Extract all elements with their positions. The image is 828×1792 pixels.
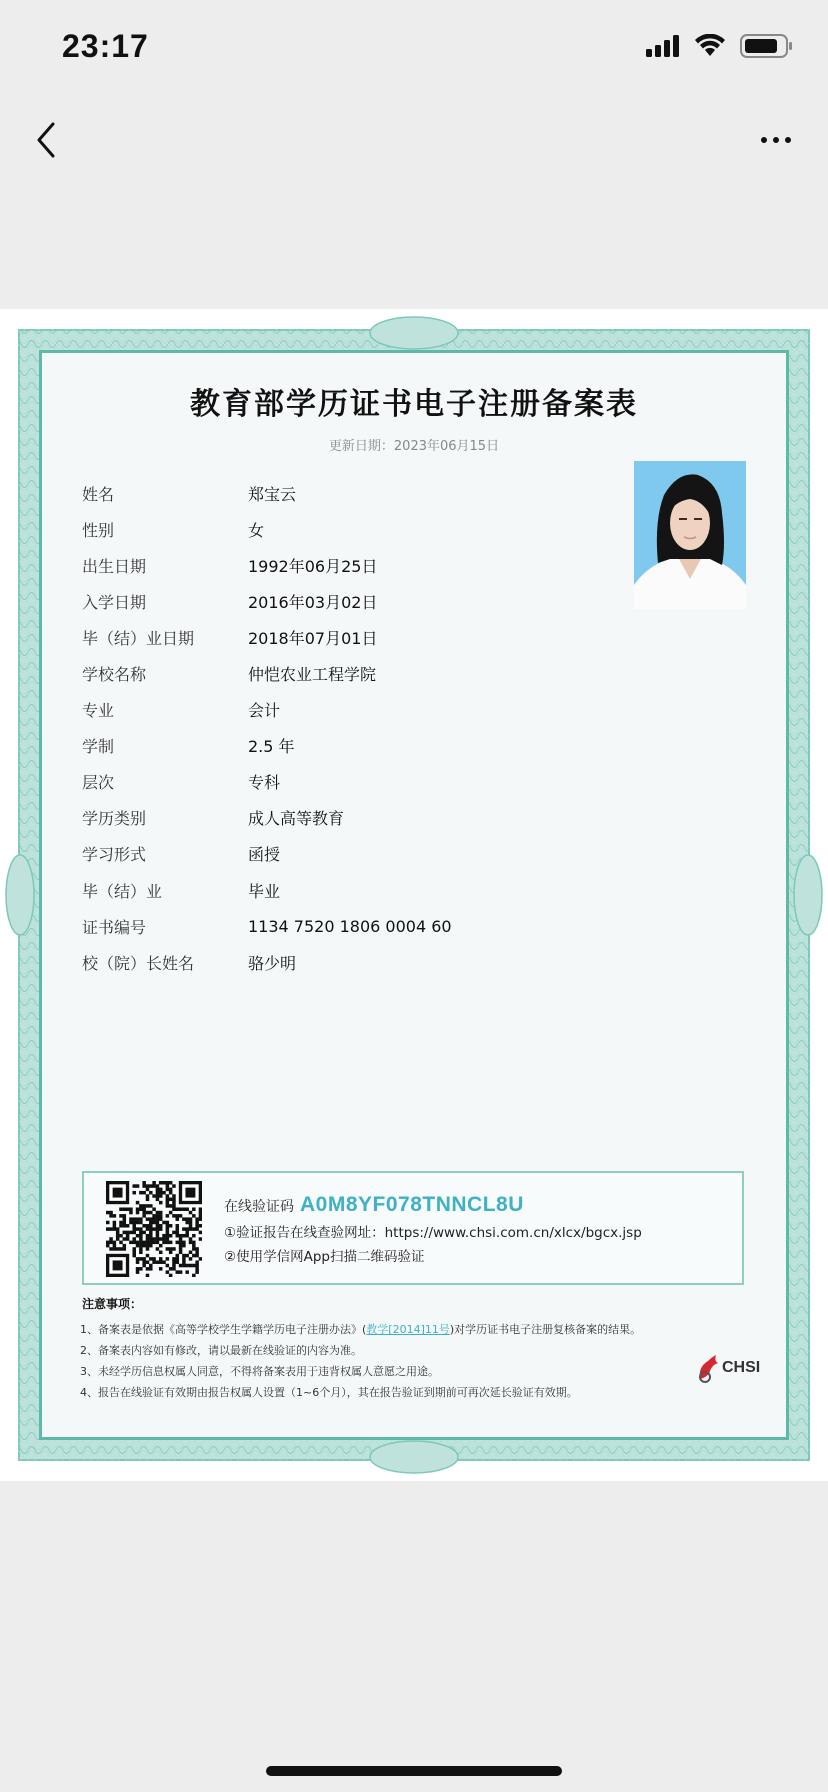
status-icons (646, 34, 794, 58)
note-item: 2、备案表内容如有修改，请以最新在线验证的内容为准。 (80, 1344, 362, 1357)
field-label: 性别 (82, 520, 115, 540)
field-row (82, 511, 602, 547)
regulation-link[interactable]: 教学[2014]11号 (366, 1323, 450, 1336)
back-button[interactable] (26, 118, 66, 162)
verification-code: A0M8YF078TNNCL8U (300, 1193, 524, 1216)
field-row (82, 908, 602, 944)
field-value: 成人高等教育 (248, 809, 345, 829)
document-content (40, 349, 788, 1441)
field-row (82, 836, 602, 872)
field-label: 学习形式 (82, 845, 147, 865)
nav-bar (0, 96, 828, 184)
more-dot (785, 137, 791, 143)
more-dot (773, 137, 779, 143)
update-date: 更新日期：2023年06月15日 (328, 439, 500, 454)
field-row (82, 944, 602, 980)
field-row (82, 655, 602, 691)
note-item (80, 1319, 720, 1340)
record-fields (82, 475, 602, 980)
cellular-signal-icon (646, 35, 680, 57)
qr-code[interactable] (106, 1181, 202, 1277)
field-label: 层次 (82, 773, 115, 793)
field-label: 姓名 (82, 484, 115, 504)
field-value: 2016年03月02日 (248, 592, 378, 612)
field-value: 2.5 年 (248, 737, 295, 757)
field-value: 仲恺农业工程学院 (248, 665, 377, 685)
field-row (82, 692, 602, 728)
field-row (82, 619, 602, 655)
status-bar (0, 0, 828, 96)
chsi-bird-icon (696, 1353, 720, 1383)
field-value: 郑宝云 (248, 484, 297, 504)
document-title: 教育部学历证书电子注册备案表 (190, 387, 638, 422)
notes-section (80, 1295, 720, 1403)
verification-box (82, 1171, 744, 1285)
notes-title: 注意事项： (82, 1297, 143, 1311)
field-label: 毕（结）业 (82, 881, 163, 901)
field-row (82, 800, 602, 836)
battery-icon (740, 34, 794, 58)
field-value: 1992年06月25日 (248, 556, 378, 576)
field-value: 专科 (248, 773, 281, 793)
field-row (82, 547, 602, 583)
field-row (82, 728, 602, 764)
field-label: 毕（结）业日期 (82, 628, 195, 648)
field-value: 2018年07月01日 (248, 628, 378, 648)
verification-app-line: ②使用学信网App扫描二维码验证 (224, 1249, 425, 1265)
field-value: 函授 (248, 845, 281, 865)
field-row (82, 872, 602, 908)
field-label: 专业 (82, 701, 115, 721)
field-label: 学制 (82, 737, 115, 757)
wifi-icon (694, 34, 726, 58)
field-row (82, 475, 602, 511)
verification-text (224, 1193, 734, 1265)
more-dot (761, 137, 767, 143)
chevron-left-icon (36, 122, 56, 158)
field-label: 校（院）长姓名 (82, 953, 195, 973)
field-value: 骆少明 (248, 953, 297, 973)
field-row (82, 583, 602, 619)
id-photo (634, 461, 746, 609)
field-label: 学历类别 (82, 809, 147, 829)
status-time: 23:17 (62, 28, 149, 64)
field-label: 出生日期 (82, 556, 147, 576)
note-text: )对学历证书电子注册复核备案的结果。 (449, 1323, 642, 1336)
note-item: 4、报告在线验证有效期由报告权属人设置（1~6个月），其在报告验证到期前可再次延长验证有效期。 (80, 1386, 578, 1399)
field-value: 1134 7520 1806 0004 60 (248, 916, 452, 936)
chsi-logo-text: CHSI (722, 1359, 761, 1376)
document-sheet (0, 309, 828, 1481)
note-text: 1、备案表是依据《高等学校学生学籍学历电子注册办法》( (80, 1323, 367, 1336)
field-label: 学校名称 (82, 665, 147, 685)
more-button[interactable] (752, 118, 800, 162)
field-label: 证书编号 (82, 917, 147, 937)
note-item: 3、未经学历信息权属人同意，不得将备案表用于违背权属人意愿之用途。 (80, 1365, 439, 1378)
verification-url-line[interactable]: ①验证报告在线查验网址：https://www.chsi.com.cn/xlcx/bgcx.jsp (224, 1225, 642, 1241)
chsi-logo (696, 1353, 760, 1383)
home-indicator (266, 1766, 562, 1776)
field-value: 毕业 (248, 881, 281, 901)
field-row (82, 764, 602, 800)
field-value: 女 (248, 520, 265, 540)
verification-code-line (224, 1193, 734, 1217)
field-value: 会计 (248, 701, 281, 721)
field-label: 入学日期 (82, 592, 147, 612)
verification-code-label: 在线验证码 (224, 1199, 294, 1215)
